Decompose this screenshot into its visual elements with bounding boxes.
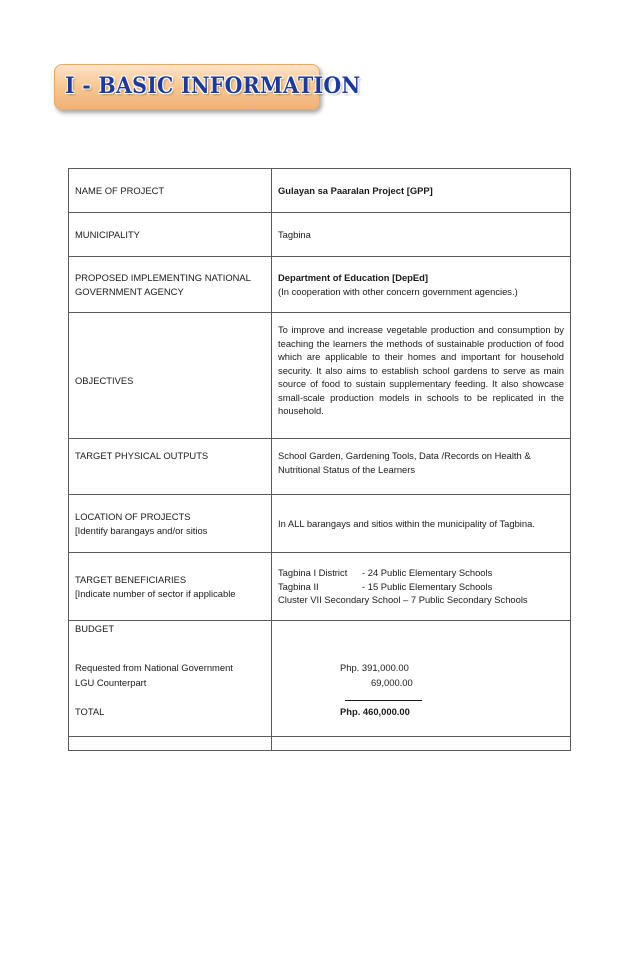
beneficiaries-label [69, 553, 272, 621]
beneficiary-cluster: Cluster VII Secondary School – 7 Public Secondary Schools [278, 594, 528, 606]
municipality-value: Tagbina [272, 213, 571, 257]
agency-label-line-2: GOVERNMENT AGENCY [75, 285, 184, 297]
sum-rule [345, 700, 422, 701]
table-row [69, 257, 571, 313]
lgu-counterpart-label: LGU Counterpart [75, 677, 147, 688]
objectives-value: To improve and increase vegetable production and consumption by teaching the learners the methods of sustainable production of food which are applicable to their homes and important for household security. It also aims to establish school gardens to serve as main source of food to sustain supplementary feeding. It also showcase small-scale production models in schools to be replicated in the household. [272, 313, 571, 439]
table-row [69, 313, 571, 439]
table-row [69, 737, 571, 751]
target-outputs-value: School Garden, Gardening Tools, Data /Records on Health & Nutritional Status of the Learners [272, 439, 571, 495]
location-label-line-2: [Identify barangays and/or sitios [75, 524, 208, 536]
empty-cell [69, 737, 272, 751]
empty-cell [272, 737, 571, 751]
municipality-label: MUNICIPALITY [69, 213, 272, 257]
section-title: I - BASIC INFORMATION [65, 73, 361, 99]
beneficiaries-value [272, 553, 571, 621]
beneficiary-line [278, 580, 564, 594]
table-row [69, 169, 571, 213]
beneficiary-detail: - 15 Public Elementary Schools [362, 580, 493, 592]
agency-label-line-1: PROPOSED IMPLEMENTING NATIONAL [75, 272, 251, 283]
section-banner [54, 64, 361, 110]
table-row [69, 213, 571, 257]
lgu-amount: 69,000.00 [371, 677, 413, 688]
objectives-label: OBJECTIVES [69, 313, 272, 439]
table-row [69, 439, 571, 495]
table-row [69, 495, 571, 553]
target-outputs-label: TARGET PHYSICAL OUTPUTS [69, 439, 272, 495]
total-amount: Php. 460,000.00 [340, 706, 410, 717]
location-value: In ALL barangays and sitios within the municipality of Tagbina. [272, 495, 571, 553]
beneficiary-group: Tagbina II [278, 580, 319, 592]
beneficiaries-label-line-2: [Indicate number of sector if applicable [75, 587, 236, 599]
budget-labels [69, 621, 272, 737]
budget-heading: BUDGET [75, 623, 115, 634]
basic-information-table [68, 168, 571, 751]
agency-name: Department of Education [DepEd] [278, 272, 429, 283]
beneficiary-line [278, 566, 564, 580]
agency-value [272, 257, 571, 313]
beneficiary-group: Tagbina I District [278, 567, 348, 579]
requested-amount: Php. 391,000.00 [340, 662, 409, 673]
beneficiary-detail: - 24 Public Elementary Schools [362, 567, 493, 579]
requested-label: Requested from National Government [75, 662, 233, 673]
total-label: TOTAL [75, 706, 105, 717]
name-of-project-value: Gulayan sa Paaralan Project [GPP] [272, 169, 571, 213]
name-of-project-label: NAME OF PROJECT [69, 169, 272, 213]
location-label-line-1: LOCATION OF PROJECTS [75, 511, 191, 522]
agency-note: (In cooperation with other concern government agencies.) [278, 285, 518, 297]
table-row [69, 621, 571, 737]
beneficiaries-label-line-1: TARGET BENEFICIARIES [75, 574, 187, 585]
agency-label [69, 257, 272, 313]
table-row [69, 553, 571, 621]
location-label [69, 495, 272, 553]
budget-amounts [272, 621, 571, 737]
